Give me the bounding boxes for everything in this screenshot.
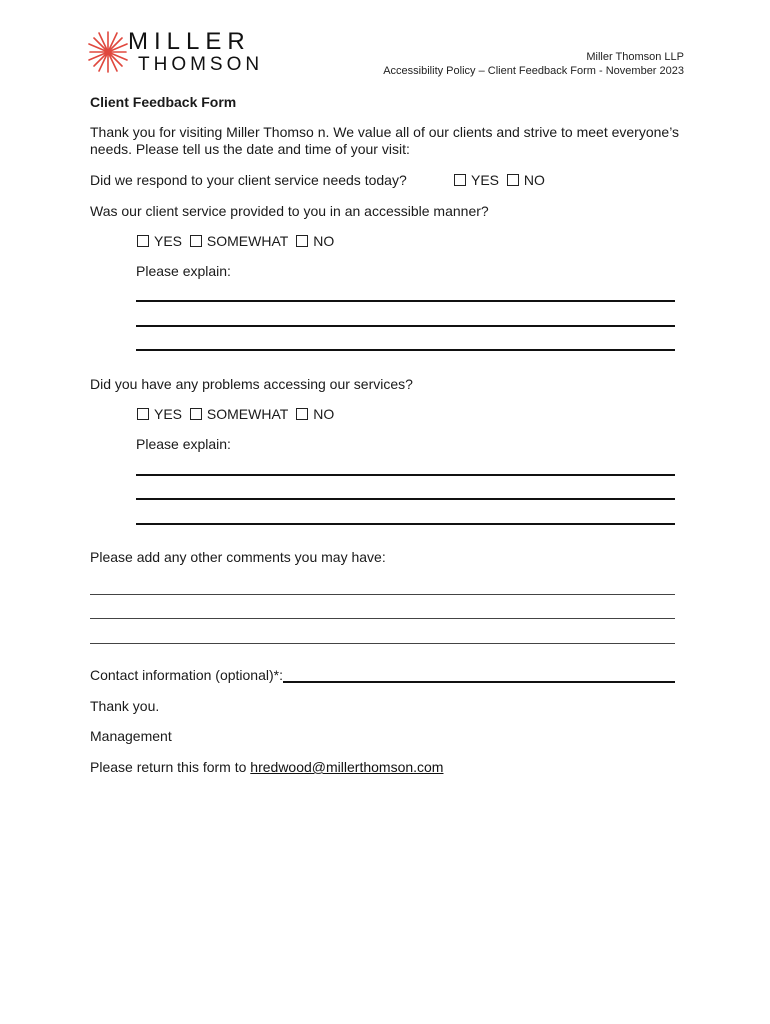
- q2-option-yes[interactable]: [137, 233, 182, 249]
- q3-answer-line-2[interactable]: [136, 498, 675, 500]
- question-3-options: [137, 406, 338, 422]
- header-firm-name: Miller Thomson LLP: [586, 51, 684, 63]
- option-label: YES: [471, 172, 500, 188]
- q1-option-yes[interactable]: [454, 172, 499, 188]
- header-subtitle: Accessibility Policy – Client Feedback Form - November 2023: [383, 65, 684, 77]
- contact-answer-line[interactable]: [283, 681, 675, 683]
- checkbox[interactable]: [137, 408, 149, 420]
- question-2-text: Was our client service provided to you in an accessible manner?: [90, 203, 489, 219]
- q3-answer-line-1[interactable]: [136, 474, 675, 476]
- q2-answer-line-1[interactable]: [136, 300, 675, 302]
- logo-text-thomson: THOMSON: [138, 54, 264, 75]
- signoff-text: Management: [90, 728, 172, 744]
- question-2-options: [137, 233, 338, 249]
- q3-option-no[interactable]: [296, 406, 334, 422]
- q2-answer-line-3[interactable]: [136, 349, 675, 351]
- option-label: NO: [523, 172, 545, 188]
- checkbox[interactable]: [296, 235, 308, 247]
- form-title: Client Feedback Form: [90, 94, 237, 110]
- contact-label: Contact information (optional)*:: [90, 667, 283, 683]
- option-label: NO: [313, 233, 335, 249]
- return-email-link[interactable]: hredwood@millerthomson.com: [250, 759, 444, 775]
- q3-option-yes[interactable]: [137, 406, 182, 422]
- q2-option-no[interactable]: [296, 233, 334, 249]
- return-instructions: [90, 759, 443, 775]
- q1-option-no[interactable]: [507, 172, 545, 188]
- option-label: SOMEWHAT: [206, 406, 289, 422]
- company-logo: [88, 28, 268, 76]
- checkbox[interactable]: [296, 408, 308, 420]
- option-label: NO: [313, 406, 335, 422]
- option-label: YES: [154, 406, 183, 422]
- q3-option-somewhat[interactable]: [190, 406, 288, 422]
- question-1-text: Did we respond to your client service needs today?: [90, 172, 407, 188]
- comments-line-2[interactable]: [90, 618, 675, 619]
- checkbox[interactable]: [507, 174, 519, 186]
- comments-line-3[interactable]: [90, 643, 675, 644]
- question-1-options: [454, 172, 549, 188]
- q2-explain-label: Please explain:: [136, 263, 231, 279]
- comments-line-1[interactable]: [90, 594, 675, 595]
- checkbox[interactable]: [190, 408, 202, 420]
- question-3-text: Did you have any problems accessing our services?: [90, 376, 413, 392]
- logo-text-miller: MILLER: [128, 28, 251, 55]
- return-text: Please return this form to: [90, 759, 251, 775]
- q3-explain-label: Please explain:: [136, 436, 231, 452]
- checkbox[interactable]: [137, 235, 149, 247]
- checkbox[interactable]: [190, 235, 202, 247]
- q3-answer-line-3[interactable]: [136, 523, 675, 525]
- comments-label: Please add any other comments you may have:: [90, 549, 386, 565]
- option-label: SOMEWHAT: [206, 233, 289, 249]
- thank-you-text: Thank you.: [90, 698, 160, 714]
- q2-answer-line-2[interactable]: [136, 325, 675, 327]
- q2-option-somewhat[interactable]: [190, 233, 288, 249]
- intro-line-1: Thank you for visiting Miller Thomso n. We value all of our clients and strive to meet everyone’s: [90, 124, 680, 140]
- checkbox[interactable]: [454, 174, 466, 186]
- intro-line-2: needs. Please tell us the date and time of your visit:: [90, 141, 410, 157]
- option-label: YES: [154, 233, 183, 249]
- star-burst-icon: [88, 30, 128, 74]
